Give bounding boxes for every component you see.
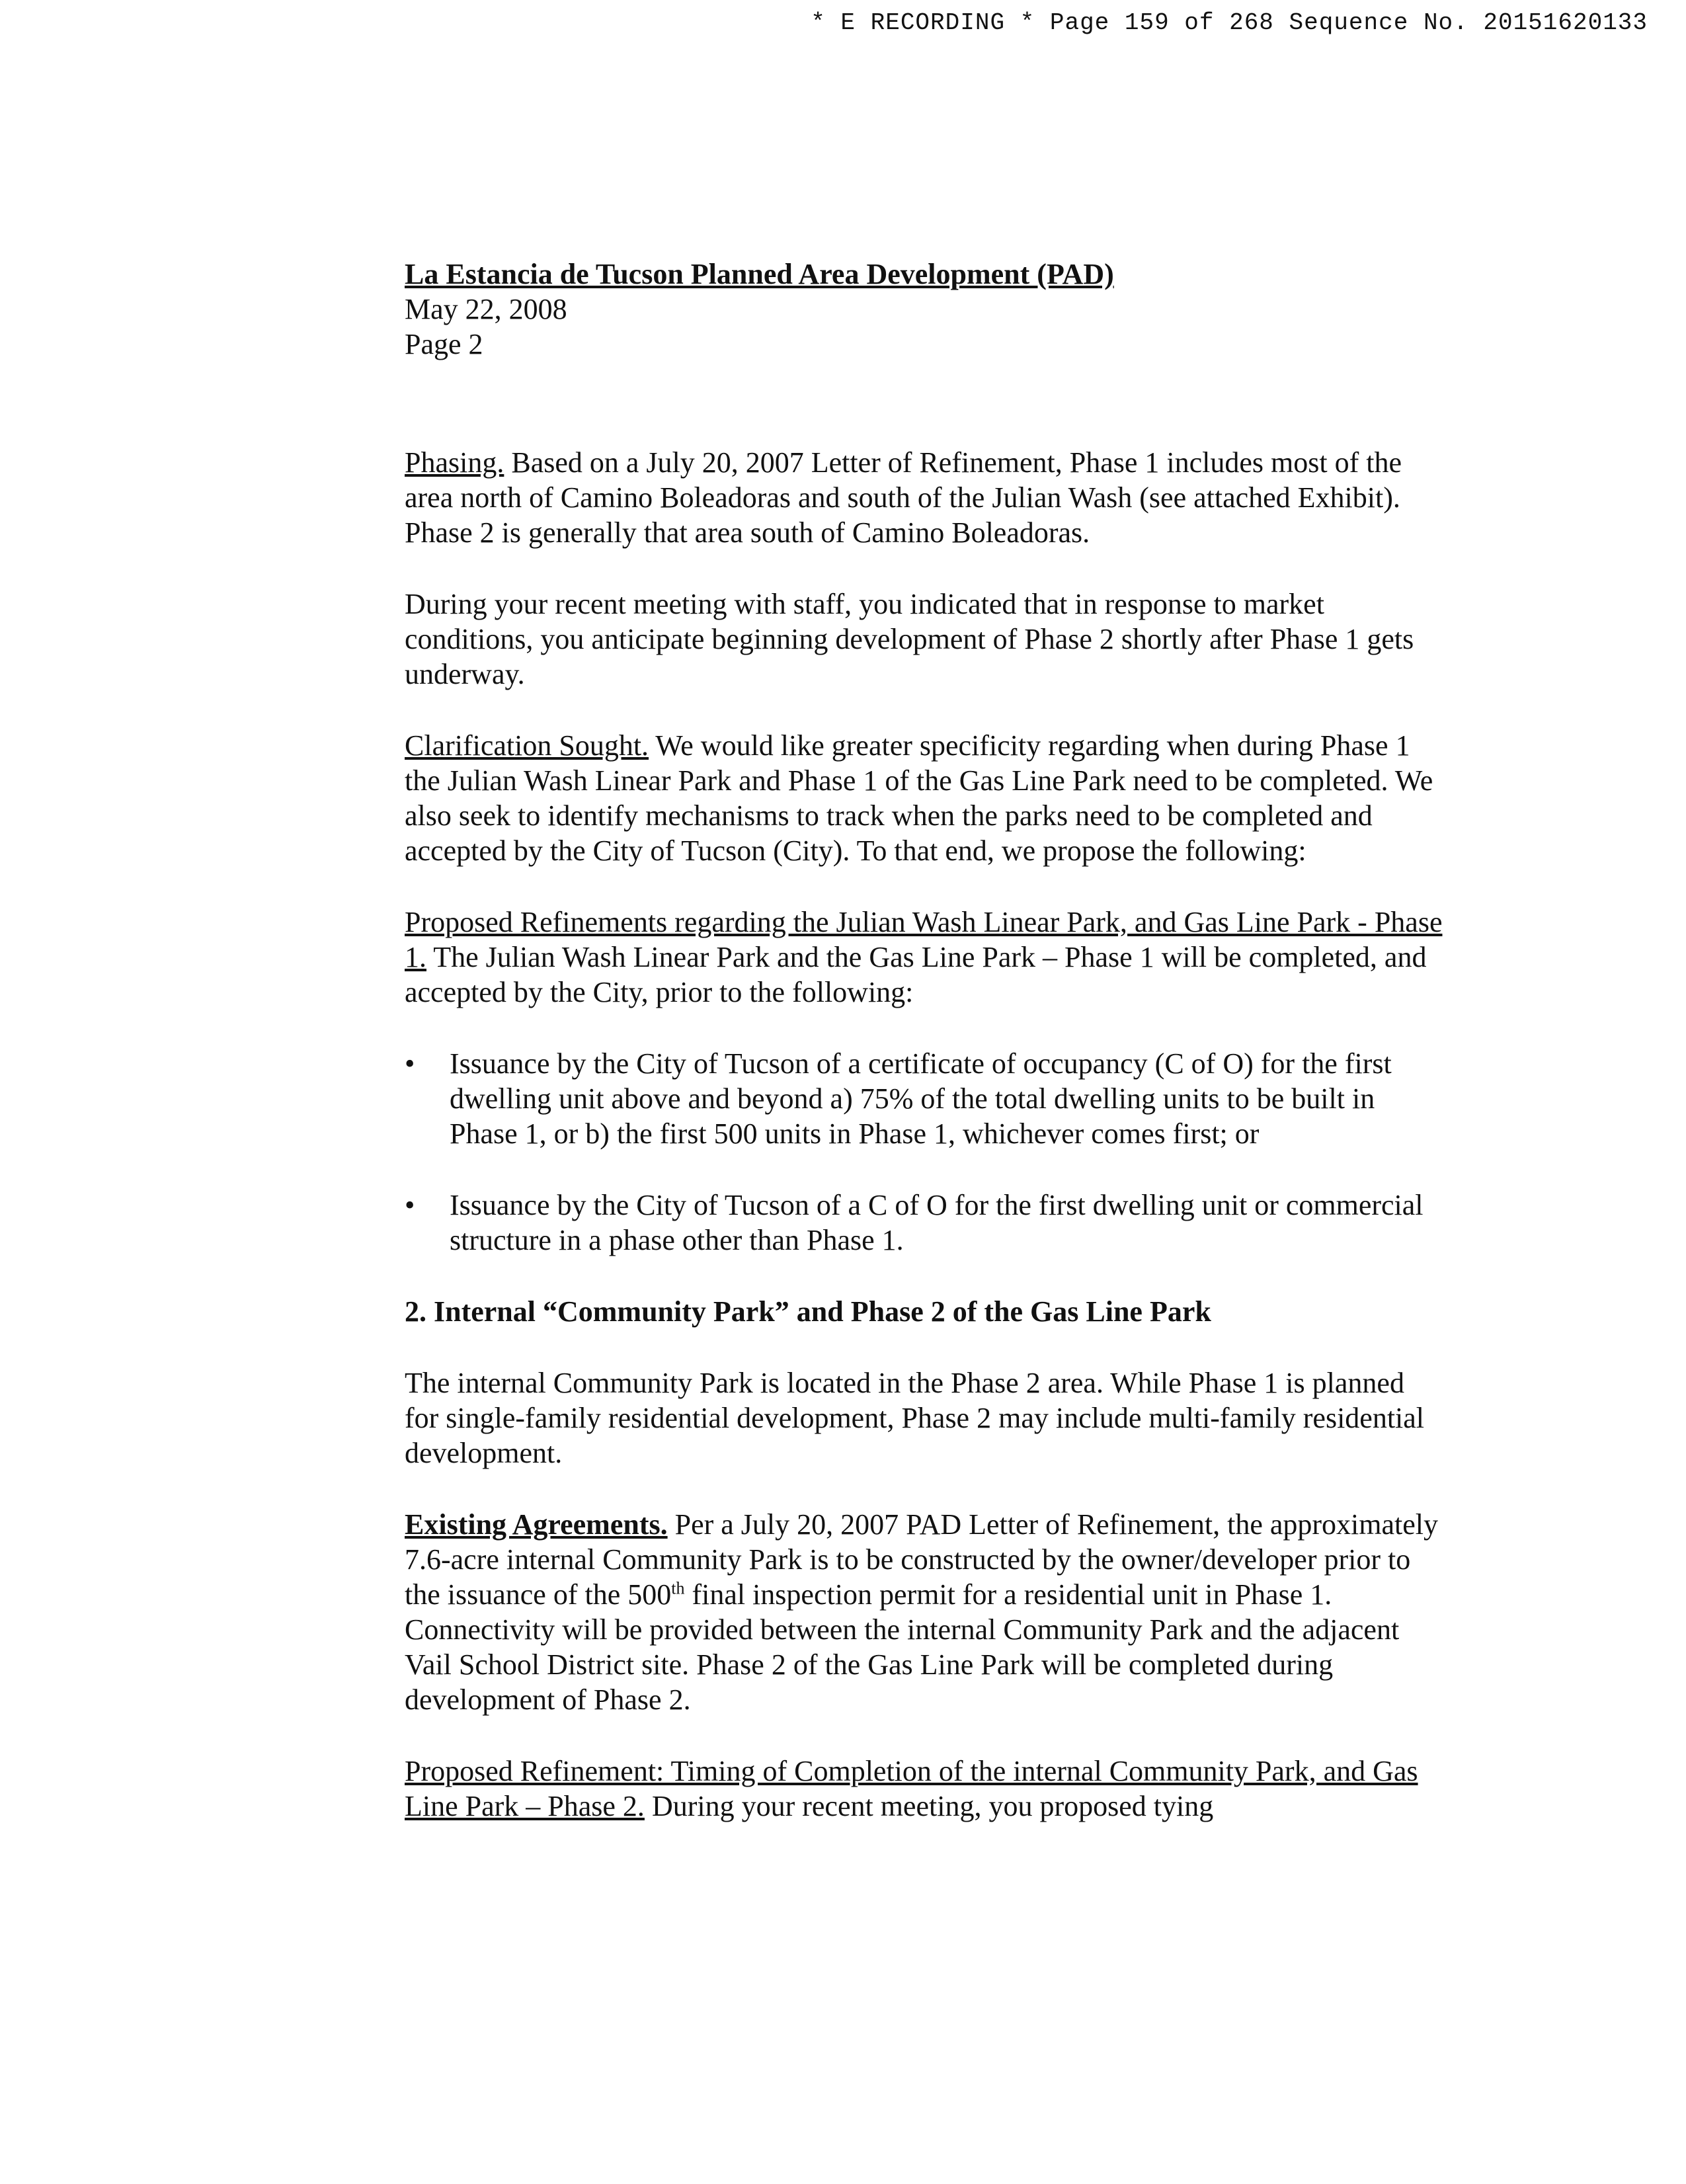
bullet-icon: •	[405, 1047, 415, 1080]
list-item	[405, 1188, 1443, 1258]
conditions-list	[405, 1046, 1443, 1258]
bullet-icon: •	[405, 1189, 415, 1221]
proposed-refinements-1-paragraph	[405, 905, 1443, 1010]
section-2-heading: 2. Internal “Community Park” and Phase 2 of the Gas Line Park	[405, 1295, 1211, 1328]
document-title: La Estancia de Tucson Planned Area Development (PAD)	[405, 258, 1114, 290]
list-item	[405, 1046, 1443, 1151]
recording-header: * E RECORDING * Page 159 of 268 Sequence No. 20151620133	[811, 9, 1648, 36]
document-body	[405, 257, 1443, 1824]
existing-agreements-label: Existing Agreements.	[405, 1508, 668, 1541]
existing-agreements-text-after: final inspection permit for a residential unit in Phase 1. Connectivity will be provided between the internal Community Park and the adjacent Vail School District site. Phase 2 of the Gas Line Park will be completed during development of Phase 2.	[405, 1578, 1400, 1716]
proposed-refinement-2-text: During your recent meeting, you proposed tying	[644, 1790, 1214, 1822]
phasing-label: Phasing.	[405, 446, 504, 479]
meeting-paragraph: During your recent meeting with staff, you indicated that in response to market conditions, you anticipate beginning development of Phase 2 shortly after Phase 1 gets underway.	[405, 588, 1414, 690]
clarification-text: We would like greater specificity regarding when during Phase 1 the Julian Wash Linear Park and Phase 1 of the Gas Line Park need to be completed. We also seek to identify mechanisms to track when the parks need to be completed and accepted by the City of Tucson (City). To that end, we propose the following:	[405, 729, 1433, 867]
existing-agreements-paragraph	[405, 1507, 1443, 1717]
existing-agreements-text-before: Per a July 20, 2007 PAD Letter of Refinement, the approximately 7.6-acre internal Community Park is to be constructed by the owner/developer prior to the issuance of the 500	[405, 1508, 1438, 1611]
proposed-refinements-1-label: Proposed Refinements regarding the Julian Wash Linear Park, and Gas Line Park - Phase 1.	[405, 906, 1443, 973]
proposed-refinements-1-text: The Julian Wash Linear Park and the Gas Line Park – Phase 1 will be completed, and accepted by the City, prior to the following:	[405, 941, 1427, 1008]
list-item-text: Issuance by the City of Tucson of a C of O for the first dwelling unit or commercial structure in a phase other than Phase 1.	[450, 1189, 1424, 1256]
list-item-text: Issuance by the City of Tucson of a certificate of occupancy (C of O) for the first dwelling unit above and beyond a) 75% of the total dwelling units to be built in Phase 1, or b) the first 500 units in Phase 1, whichever comes first; or	[450, 1047, 1392, 1150]
proposed-refinement-2-label: Proposed Refinement: Timing of Completion of the internal Community Park, and Gas Line Park – Phase 2.	[405, 1755, 1418, 1822]
phasing-text: Based on a July 20, 2007 Letter of Refinement, Phase 1 includes most of the area north of Camino Boleadoras and south of the Julian Wash (see attached Exhibit). Phase 2 is generally that area south of Camino Boleadoras.	[405, 446, 1402, 549]
ordinal-superscript: th	[671, 1578, 685, 1598]
letter-header	[405, 257, 1443, 362]
page-number: Page 2	[405, 328, 483, 360]
section-2-intro: The internal Community Park is located in the Phase 2 area. While Phase 1 is planned for single-family residential development, Phase 2 may include multi-family residential development.	[405, 1367, 1425, 1469]
clarification-label: Clarification Sought.	[405, 729, 649, 762]
clarification-paragraph	[405, 728, 1443, 868]
phasing-paragraph	[405, 445, 1443, 550]
proposed-refinement-2-paragraph	[405, 1754, 1443, 1824]
document-date: May 22, 2008	[405, 293, 567, 325]
